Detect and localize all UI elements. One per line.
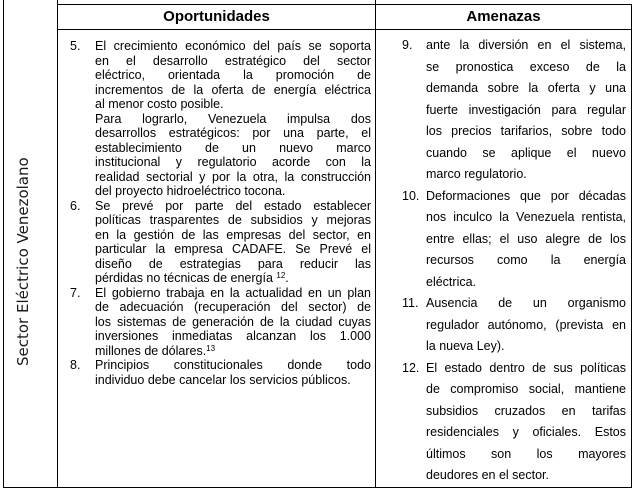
threat-item — [402, 35, 628, 186]
threat-text-line: fuerte investigación para regular — [426, 102, 626, 117]
opportunity-text-line: institucional y regulatorio acorde con la — [95, 155, 371, 169]
opportunity-text-line: del proyecto hidroeléctrico tocona. — [95, 184, 286, 198]
opportunity-text-line: Principios constitucionales donde todo — [95, 358, 371, 372]
threat-item-text — [426, 293, 626, 358]
opportunity-text-line: al menor costo posible. — [95, 97, 224, 111]
threat-text-line: ante la diversión en el sistema, — [426, 38, 626, 52]
threat-item-number: 11. — [402, 296, 419, 310]
opportunity-text-line: en el desarrollo estratégico del sector — [95, 53, 371, 68]
header-bottom-border — [57, 29, 632, 30]
footnote-reference: 13 — [206, 343, 216, 353]
opportunity-item — [70, 199, 372, 286]
table-bottom-border — [3, 487, 632, 488]
opportunity-item-text — [95, 199, 371, 286]
opportunity-paragraph — [95, 112, 371, 199]
threat-text-line: residenciales y oficiales. Estos — [426, 425, 626, 439]
threat-paragraph — [426, 35, 626, 186]
opportunity-paragraph — [95, 199, 371, 286]
opportunity-paragraph — [95, 358, 371, 387]
threats-list — [402, 35, 628, 487]
opportunity-text-line: individuo debe cancelar los servicios públicos. — [95, 372, 351, 387]
opportunity-item-text — [95, 286, 371, 359]
threat-text-line: demanda sobre la oferta y una — [426, 81, 626, 95]
opportunity-item-text — [95, 358, 371, 387]
threat-text-line: cuando se aplique el nuevo — [426, 145, 626, 160]
threat-text-line: Deformaciones que por décadas — [426, 188, 626, 203]
opportunity-text-line: realidad sectorial y por la otra, la construcción — [95, 169, 371, 184]
opportunity-text-line: eléctrico, orientada la promoción de — [95, 68, 371, 82]
threat-text-line: eléctrica. — [426, 274, 477, 289]
threat-paragraph — [426, 186, 626, 294]
threat-text-line: se pronostica exceso de la — [426, 59, 626, 74]
threat-item — [402, 186, 628, 294]
opportunity-text-line: Se prevé por parte del estado establecer — [95, 198, 371, 213]
threat-item-text — [426, 186, 626, 294]
opportunity-text-line: en la gestión de las empresas del sector, en — [95, 227, 371, 242]
row-label-sector: Sector Eléctrico Venezolano — [14, 157, 32, 367]
table-right-border — [631, 4, 632, 488]
threat-paragraph — [426, 293, 626, 358]
threat-text-line: regulador autónomo, (prevista en — [426, 317, 626, 332]
opportunities-list — [70, 39, 372, 387]
column-divider-label — [57, 0, 58, 488]
threat-item — [402, 358, 628, 487]
footnote-reference: 12 — [276, 271, 286, 280]
threat-text-line: de compromiso social, mantiene — [426, 382, 626, 396]
header-opportunities: Oportunidades — [163, 8, 270, 25]
opportunity-item-number: 6. — [70, 198, 81, 213]
opportunity-text-line: políticas trasparentes de subsidios y mejoras — [95, 213, 371, 227]
opportunity-item-text — [95, 39, 371, 199]
opportunity-text-segment: pérdidas no técnicas de energía — [95, 271, 277, 285]
opportunity-paragraph — [95, 39, 371, 112]
opportunity-text-line: El gobierno trabaja en la actualidad en un plan — [95, 285, 371, 300]
opportunity-text-line — [95, 344, 371, 359]
opportunity-text-line: desarrollos estratégicos: por una parte, el — [95, 126, 371, 140]
opportunity-item-number: 7. — [70, 285, 81, 300]
opportunity-text-line — [95, 271, 371, 286]
opportunity-item — [70, 286, 372, 359]
opportunity-text-line: particular la empresa CADAFE. Se Prevé el — [95, 242, 371, 256]
threat-item-number: 12. — [402, 360, 420, 375]
threat-text-line: entre ellas; el uso alegre de los — [426, 231, 626, 246]
threat-item-number: 9. — [402, 38, 413, 52]
opportunity-text-segment: millones de dólares. — [95, 343, 207, 358]
opportunity-text-line: inversiones inmediatas alcanzan los 1.000 — [95, 329, 371, 343]
opportunity-text-line: Para lograrlo, Venezuela impulsa dos — [95, 111, 371, 126]
opportunity-item-number: 8. — [70, 358, 81, 372]
opportunity-item — [70, 39, 372, 199]
header-threats: Amenazas — [466, 8, 541, 25]
threat-text-line: los precios tarifarios, sobre todo — [426, 124, 626, 138]
opportunity-text-line: incrementos de la oferta de energía eléctrica — [95, 82, 371, 97]
threat-item — [402, 293, 628, 358]
threat-item-text — [426, 358, 626, 487]
opportunity-paragraph — [95, 286, 371, 359]
opportunity-item-number: 5. — [70, 39, 81, 53]
opportunity-text-line: los sistemas de generación de la ciudad cuyas — [95, 314, 371, 329]
opportunity-text-line: El crecimiento económico del país se soporta — [95, 39, 371, 53]
threat-text-line: la nueva Ley). — [426, 339, 505, 353]
threat-text-line: recursos como la energía — [426, 253, 626, 267]
opportunity-text-line: diseño de estrategias para reducir las — [95, 256, 371, 271]
threat-item-text — [426, 35, 626, 186]
opportunity-item — [70, 358, 372, 387]
threat-text-line: El estado dentro de sus políticas — [426, 360, 626, 375]
threat-text-line: marco regulatorio. — [426, 167, 527, 181]
table-left-border — [3, 0, 4, 488]
threat-text-line: deudores en el sector. — [426, 468, 549, 482]
threat-text-line: subsidios cruzados en tarifas — [426, 403, 626, 418]
threat-text-line: últimos son los mayores — [426, 446, 626, 461]
opportunity-text-line: de adecuación (recuperación del sector) de — [95, 300, 371, 314]
threat-item-number: 10. — [402, 188, 420, 203]
opportunity-text-segment: . — [285, 271, 289, 285]
column-divider-middle — [375, 0, 376, 488]
threat-paragraph — [426, 358, 626, 487]
threat-text-line: nos inculco la Venezuela rentista, — [426, 210, 626, 224]
threat-text-line: Ausencia de un organismo — [426, 296, 626, 310]
opportunity-text-line: establecimiento de un nuevo marco — [95, 140, 371, 155]
